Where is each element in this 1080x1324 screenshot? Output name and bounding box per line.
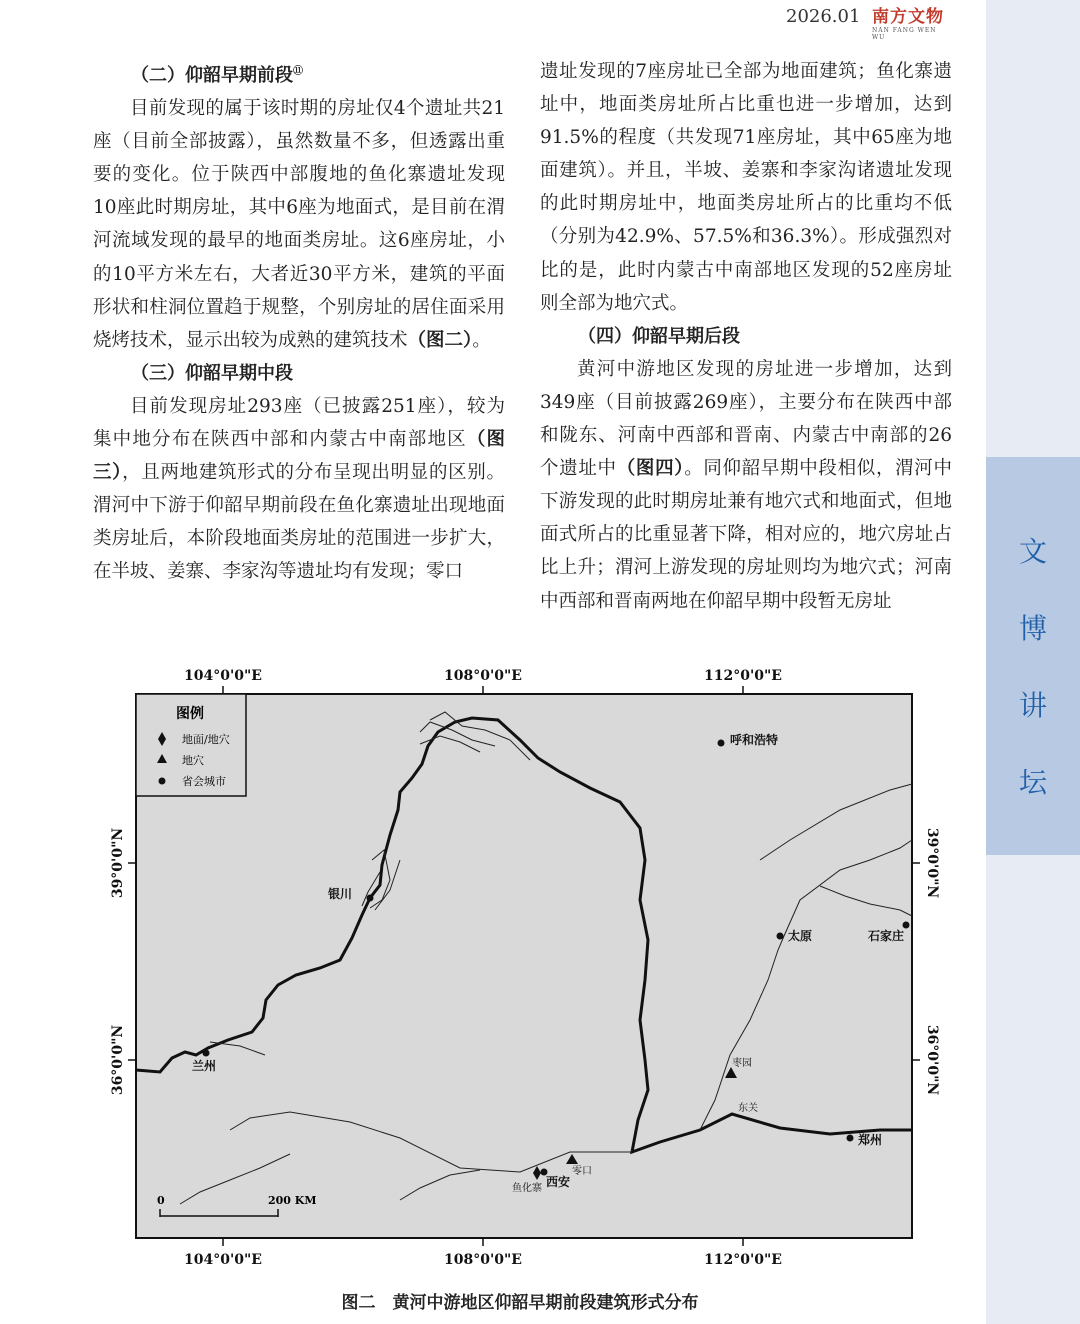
- lat-label-right: 36°0'0"N: [924, 1024, 940, 1096]
- city-label: 兰州: [192, 1059, 217, 1073]
- section-heading-2: [93, 55, 505, 92]
- footnote-marker: ⑪: [293, 66, 303, 77]
- paragraph-text: 目前发现的属于该时期的房址仅4个遗址共21座（目前全部披露），虽然数量不多，但透露出重要的变化。位于陕西中部腹地的鱼化寨遗址发现10座此时期房址，其中6座为地面式，是目前在渭河流域发现的最早的地面类房址。这6座房址，小的10平方米左右，大者近30平方米，建筑的平面形状和柱洞位置趋于规整，个别房址的居住面采用烧烤技术，显示出较为成熟的建筑技术: [93, 98, 505, 351]
- legend-item: 地面/地穴: [182, 733, 230, 746]
- map-frame: [136, 694, 912, 1238]
- lat-label-left: 36°0'0"N: [110, 1024, 126, 1096]
- city-dot: [777, 933, 784, 940]
- figure-ref: （图三）: [93, 429, 505, 484]
- logo-en: NAN FANG WEN WU: [872, 27, 937, 41]
- sidebar-char-1: 文: [1018, 535, 1047, 568]
- sidebar-char-2: 博: [1018, 612, 1047, 645]
- city-dot: [367, 895, 374, 902]
- legend-item: 地穴: [182, 754, 204, 767]
- scale-label: 0: [157, 1194, 165, 1207]
- section-heading-4: （四）仰韶早期后段: [578, 325, 740, 347]
- dot-icon: [159, 778, 166, 785]
- lat-label-left: 39°0'0"N: [110, 827, 126, 899]
- city-dot: [203, 1050, 210, 1057]
- map-svg: [100, 660, 960, 1280]
- figure-ref: （图四）: [616, 458, 685, 480]
- issue-date: 2026.01: [786, 6, 861, 27]
- scale-label: 200 KM: [268, 1194, 317, 1207]
- city-label: 呼和浩特: [730, 733, 779, 747]
- paragraph: [93, 390, 505, 589]
- paragraph-text: 。: [472, 329, 491, 351]
- lon-label-bottom: 108°0'0"E: [444, 1252, 522, 1268]
- figure-ref: （图二）: [407, 329, 473, 351]
- logo-cn: 南方文物: [872, 7, 944, 27]
- city-label: 石家庄: [868, 929, 905, 943]
- paragraph: [540, 353, 952, 618]
- lon-label-top: 112°0'0"E: [704, 668, 782, 684]
- lon-label-top: 104°0'0"E: [184, 668, 262, 684]
- legend-title: 图例: [176, 706, 204, 722]
- city-dot: [903, 922, 910, 929]
- paragraph-text: ，且两地建筑形式的分布呈现出明显的区别。渭河中下游于仰韶早期前段在鱼化寨遗址出现地面类房址后，本阶段地面类房址的范围进一步扩大，在半坡、姜寨、李家沟等遗址均有发现；零口: [93, 462, 505, 583]
- paragraph-text: 目前发现房址293座（已披露251座），较为集中地分布在陕西中部和内蒙古中南部地区: [93, 395, 505, 451]
- right-column: [540, 55, 952, 618]
- paragraph-text: 。同仰韶早期中段相似，渭河中下游发现的此时期房址兼有地穴式和地面式，但地面式所占的比重显著下降，相对应的，地穴房址占比上升；渭河上游发现的房址则均为地穴式；河南中西部和晋南两地在仰韶早期中段暂无房址: [540, 458, 952, 612]
- city-label: 太原: [788, 929, 813, 943]
- city-label: 银川: [328, 887, 353, 901]
- section-heading-3: （三）仰韶早期中段: [131, 362, 293, 384]
- lat-label-right: 39°0'0"N: [924, 827, 940, 899]
- paragraph-text: 黄河中游地区发现的房址进一步增加，达到349座（目前披露269座），主要分布在陕西中部和陇东、河南中西部和晋南、内蒙古中南部的26个遗址中: [540, 358, 952, 480]
- site-label: 东关: [738, 1103, 758, 1114]
- figure-map: [100, 660, 960, 1280]
- city-label: 西安: [546, 1175, 571, 1189]
- site-label: 鱼化寨: [512, 1183, 542, 1194]
- lon-label-top: 108°0'0"E: [444, 668, 522, 684]
- sidebar-char-4: 坛: [1018, 766, 1047, 799]
- journal-logo: [872, 2, 952, 41]
- site-label: 枣园: [732, 1058, 752, 1069]
- city-label: 郑州: [858, 1133, 883, 1147]
- paragraph: 遗址发现的7座房址已全部为地面建筑；鱼化寨遗址中，地面类房址所占比重也进一步增加，达到91.5%的程度（共发现71座房址，其中65座为地面建筑）。并且，半坡、姜寨和李家沟诸遗址发现的此时期房址中，地面类房址所占的比重均不低（分别为42.9%、57.5%和36.3%）。形成强烈对比的是，此时内蒙古中南部地区发现的52座房址则全部为地穴式。: [540, 61, 952, 314]
- legend-item: 省会城市: [182, 775, 226, 788]
- section-heading-2-text: （二）仰韶早期前段: [131, 65, 293, 86]
- figure-caption: 图二 黄河中游地区仰韶早期前段建筑形式分布: [341, 1293, 699, 1313]
- city-dot: [718, 740, 725, 747]
- paragraph: [93, 92, 505, 357]
- lon-label-bottom: 112°0'0"E: [704, 1252, 782, 1268]
- city-dot: [847, 1135, 854, 1142]
- site-label: 零口: [572, 1166, 592, 1177]
- left-column: [93, 55, 505, 589]
- lon-label-bottom: 104°0'0"E: [184, 1252, 262, 1268]
- sidebar-char-3: 讲: [1018, 689, 1047, 722]
